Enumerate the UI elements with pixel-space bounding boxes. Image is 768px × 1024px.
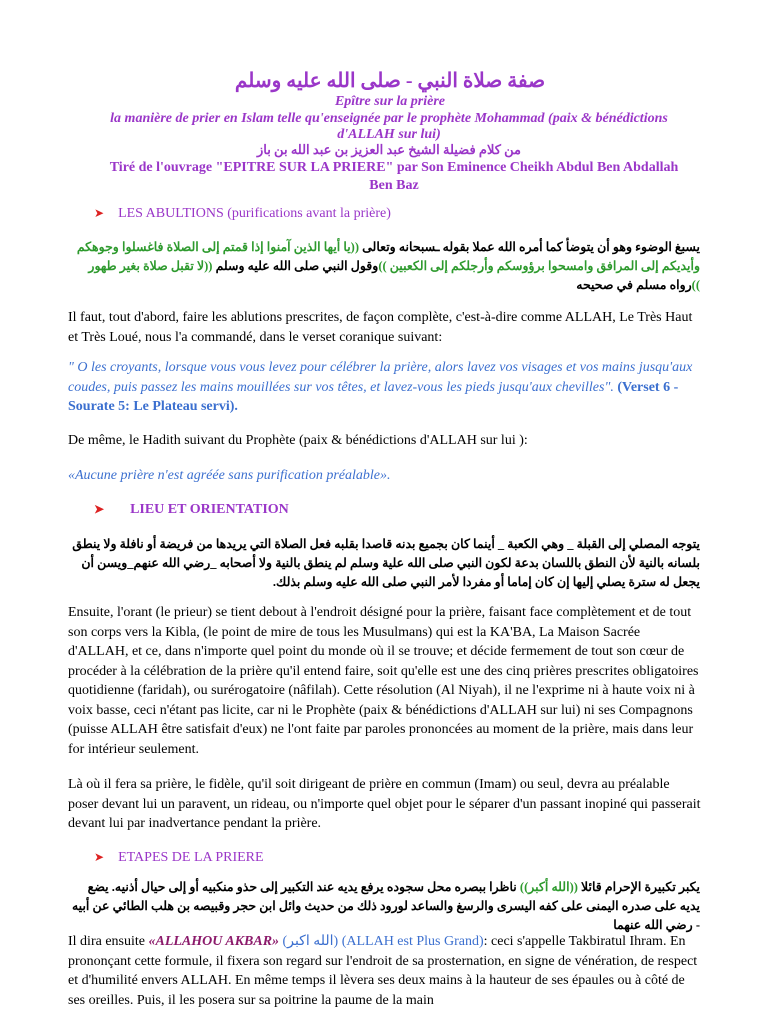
page-title-arabic: صفة صلاة النبي - صلى الله عليه وسلم <box>234 70 546 92</box>
hadith-text: «Aucune prière n'est agréée sans purification préalable». <box>68 468 391 483</box>
section-title: LES ABULTIONS <box>118 206 224 221</box>
arabic-ablutions: يسبغ الوضوء وهو أن يتوضأ كما أمره الله عملا بقوله ـسبحانه وتعالى ((يا أيها الذين آمنوا إذا قمتم إلى الصلاة فاغسلوا وجوهكم وأيديكم إلى المرافق وامسحوا برؤوسكم وأرجلكم إلى الكعبين ))وقول النبي صلى الله عليه وسلم ((لا تقبل صلاة بغير طهور ))رواه مسلم في صحيحه <box>76 240 700 292</box>
verse-reference: (Verset 6 - Sourate 5: Le Plateau servi). <box>68 379 679 414</box>
allahou-akbar: «ALLAHOU AKBAR» <box>148 934 280 949</box>
paragraph-ablutions-1: Il faut, tout d'abord, faire les ablutions prescrites, de façon complète, c'est-à-dire comme ALLAH, Le Très Haut et Très Loué, nous l'a commandé, dans le verset coranique suivant: <box>68 310 693 345</box>
paragraph-lieu-1: Ensuite, l'orant (le prieur) se tient debout à l'endroit désigné pour la prière, faisant face complètement et de tout son corps vers la Kibla, (le point de mire de tous les Musulmans) qui est la KA'BA, La Maison Sacrée d'ALLAH, et ce, dans n'importe quel point du monde où il se trouve; et décide fermement de tout son cœur de procéder à la célébration de la prière qu'il entend faire, soit qu'elle est une des cinq prières prescrites obligatoires quotidienne (faridah), ou surérogatoire (nâfilah). Cette résolution (Al Niyah), il ne l'exprime ni à haute voix ni à voix basse, ceci n'étant pas licite, car ni le Prophète (paix & bénédictions d'ALLAH sur lui) ni ses Compagnons (puisse ALLAH être satisfait d'eux) ne l'ont faite par paroles prononcées au moment de la prière, mais dans leur for intérieur seulement. <box>68 605 699 757</box>
page-subtitle: Epître sur la prière <box>334 94 446 109</box>
section-subtitle: (purifications avant la prière) <box>227 206 391 221</box>
section-title: ETAPES DE LA PRIERE <box>118 850 264 865</box>
intro-arabic: من كلام فضيلة الشيخ عبد العزيز بن عبد الله بن باز <box>256 142 522 157</box>
section-title: LIEU ET ORIENTATION <box>130 502 289 517</box>
arrow-bullet-icon: ➤ <box>94 206 105 220</box>
source-text: Tiré de l'ouvrage "EPITRE SUR LA PRIERE" par Son Eminence Cheikh Abdul Ben Abdallah Ben Baz <box>109 160 679 193</box>
section-heading-lieu <box>94 502 289 518</box>
arrow-bullet-icon: ➤ <box>94 850 105 864</box>
arabic-etapes: يكبر تكبيرة الإحرام قائلا ((الله أكبر)) ناظرا ببصره محل سجوده يرفع يديه عند التكبير إلى حذو منكبيه أو إلى حيال أذنيه. يضع يديه على صدره اليمنى على كفه اليسرى والرسغ والساعد لورود ذلك من حديث وائل ابن حجر وقبيصه بن هلب الطائي عن أبيه - رضي الله عنهما <box>71 880 700 932</box>
verse-text: " O les croyants, lorsque vous vous levez pour célébrer la prière, alors lavez vos visages et vos mains jusqu'aux coudes, puis passez les mains mouillées sur vos têtes, et lavez-vous les pieds jusqu'aux chevilles". <box>68 360 693 395</box>
paragraph-ablutions-2: De même, le Hadith suivant du Prophète (paix & bénédictions d'ALLAH sur lui ): <box>68 433 528 448</box>
arrow-bullet-icon: ➤ <box>94 502 105 516</box>
paragraph-lieu-2: Là où il fera sa prière, le fidèle, qu'il soit dirigeant de prière en commun (Imam) ou seul, devra au préalable poser devant lui un paravent, un rideau, ou n'importe quel objet pour le séparer d'un passant inopiné qui passerait devant lui par inadvertance pendant la prière. <box>68 777 701 831</box>
arabic-lieu: يتوجه المصلي إلى القبلة _ وهي الكعبة _ أينما كان بجميع بدنه قاصدا بقلبه فعل الصلاة التي يريدها من فريضة أو نافلة ولا ينطق بلسانه بالنية لأن النطق باللسان بدعة لكون النبي صلى الله علية وسلم لم ينطق بالنية ولا أصحابه _رضي الله عنهم_ويسن أن يجعل له سترة يصلي إليها إن كان إماما أو مفردا لأمر النبي صلى الله عليه وسلم بذلك. <box>72 537 700 589</box>
paragraph-etapes-1: Il dira ensuite «ALLAHOU AKBAR» (الله اكبر) (ALLAH est Plus Grand): ceci s'appelle Takbiratul Ihram. En prononçant cette formule, il fixera son regard sur l'endroit de sa prosternation, en signe de vénération, de respect et d'humilité envers ALLAH. En même temps il lèvera ses deux mains à la hauteur de ses épaules ou à côté de ses oreilles. Puis, il les posera sur sa poitrine la paume de la main <box>68 934 698 1008</box>
paragraph-verse <box>68 358 702 417</box>
section-heading-ablutions <box>94 206 391 222</box>
section-heading-etapes <box>94 850 264 866</box>
intro-text: la manière de prier en Islam telle qu'enseignée par le prophète Mohammad (paix & bénédictions d'ALLAH sur lui) <box>110 111 668 142</box>
